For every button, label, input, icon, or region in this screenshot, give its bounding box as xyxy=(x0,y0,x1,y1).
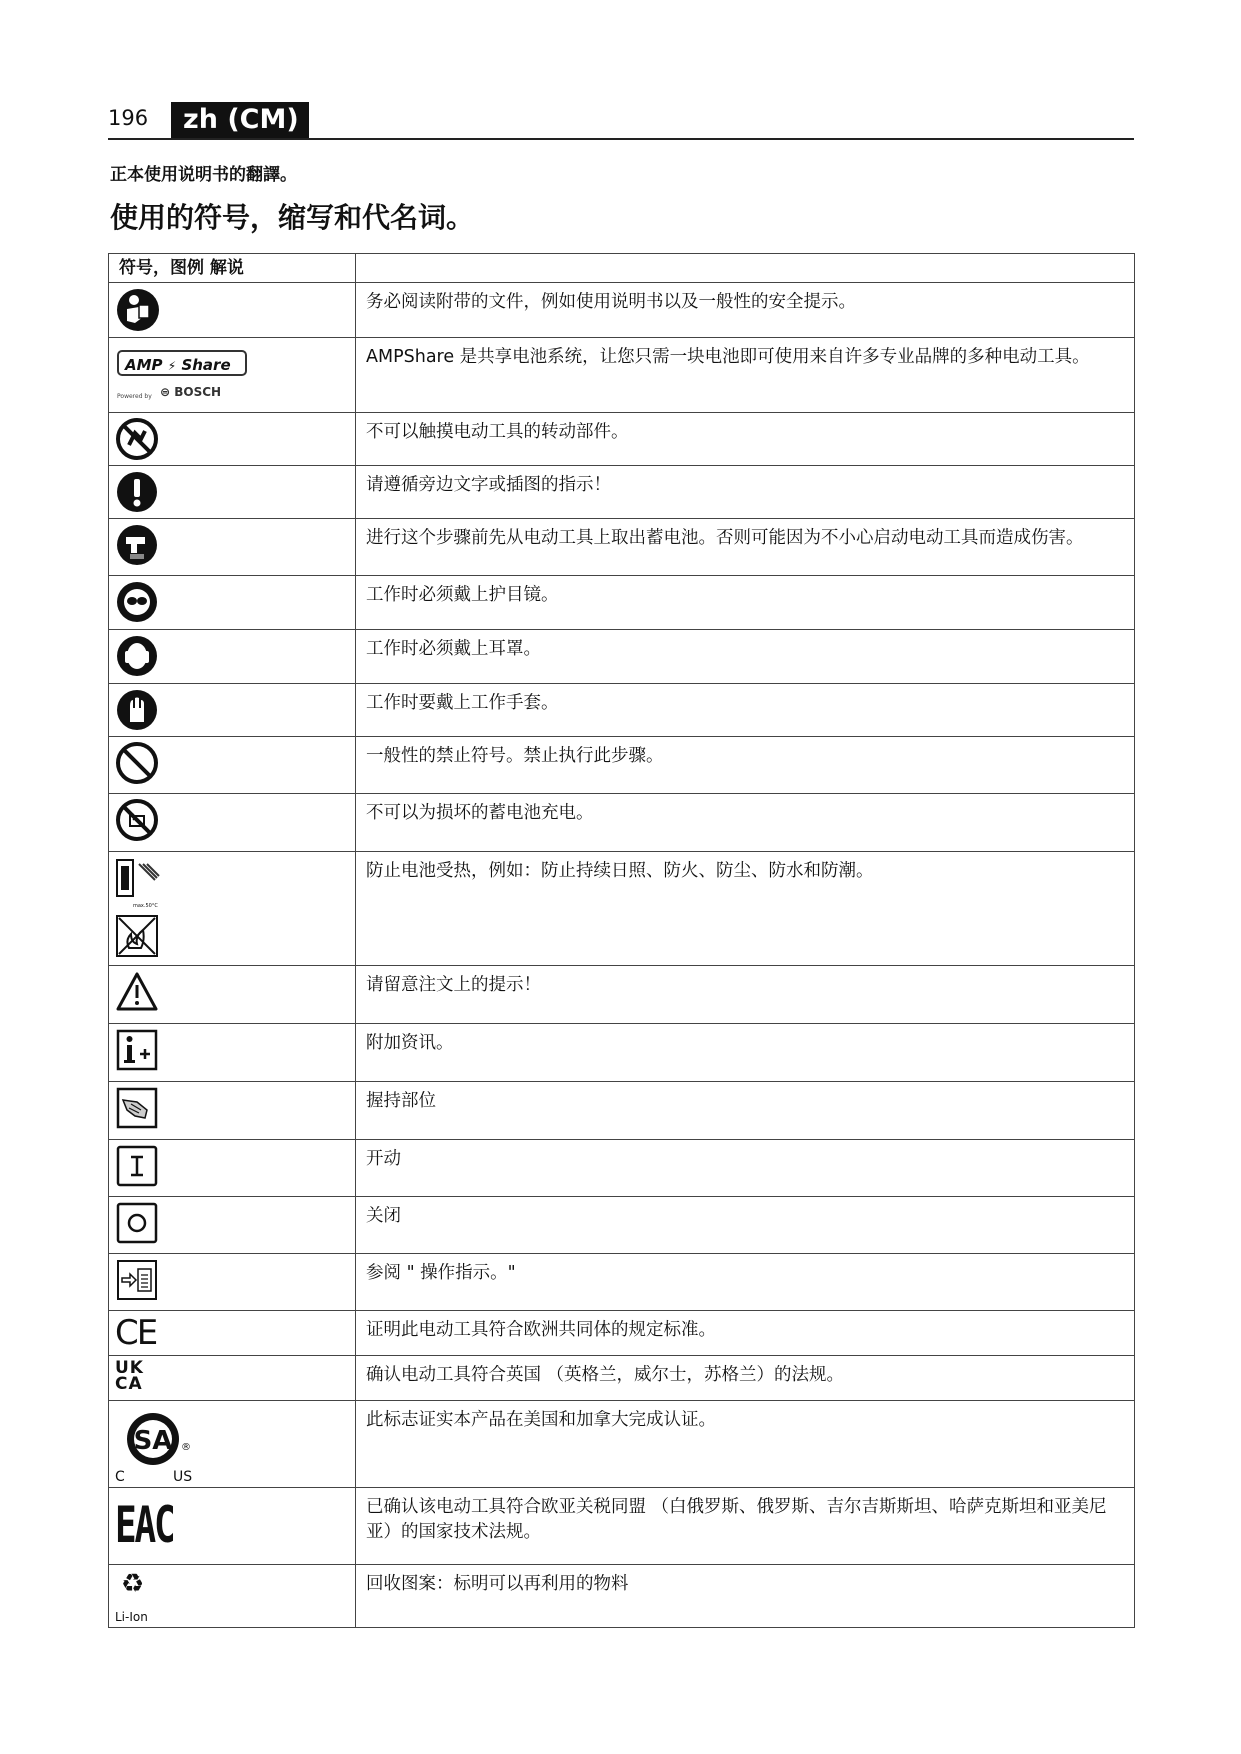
table-row xyxy=(109,338,1135,413)
table-row xyxy=(109,519,1135,576)
ampshare-logo-icon: AMP ⚡ Share Powered by ⊜ BOSCH xyxy=(115,342,255,402)
amp-text: AMP xyxy=(125,356,163,374)
warning-triangle-icon xyxy=(115,970,159,1014)
table-row xyxy=(109,1197,1135,1254)
row-description: 工作时必须戴上耳罩。 xyxy=(356,630,1135,684)
exclamation-icon xyxy=(115,470,159,514)
table-row xyxy=(109,1254,1135,1311)
row-description: 参阅 " 操作指示。" xyxy=(356,1254,1135,1311)
table-row xyxy=(109,1488,1135,1565)
uk-text: UK xyxy=(115,1358,144,1378)
row-description: 防止电池受热，例如：防止持续日照、防火、防尘、防水和防潮。 xyxy=(356,852,1135,966)
row-description: 务必阅读附带的文件，例如使用说明书以及一般性的安全提示。 xyxy=(356,283,1135,338)
table-row xyxy=(109,1401,1135,1488)
ca-text: CA xyxy=(115,1374,143,1394)
row-description: AMPShare 是共享电池系统，让您只需一块电池即可使用来自许多专业品牌的多种电动工具。 xyxy=(356,338,1135,413)
page-header xyxy=(108,98,1134,140)
recycling-liion-icon: ♻ Li-Ion xyxy=(115,1569,175,1623)
row-description: 不可以触摸电动工具的转动部件。 xyxy=(356,413,1135,466)
table-row xyxy=(109,684,1135,737)
table-row xyxy=(109,576,1135,630)
battery-heat-water-icon xyxy=(115,856,175,960)
temp-label: max.50°C xyxy=(133,903,158,909)
row-description: 确认电动工具符合英国 （英格兰，威尔士，苏格兰）的法规。 xyxy=(356,1356,1135,1401)
see-instructions-icon xyxy=(115,1258,159,1302)
symbols-table xyxy=(108,253,1135,1628)
row-description: 关闭 xyxy=(356,1197,1135,1254)
page-title: 使用的符号，缩写和代名词。 xyxy=(110,201,475,234)
gloves-icon xyxy=(115,688,159,732)
row-description: 握持部位 xyxy=(356,1082,1135,1140)
row-description: 工作时必须戴上护目镜。 xyxy=(356,576,1135,630)
read-manual-icon xyxy=(115,287,161,333)
table-row xyxy=(109,737,1135,794)
row-description: 证明此电动工具符合欧洲共同体的规定标准。 xyxy=(356,1311,1135,1356)
table-row xyxy=(109,794,1135,852)
csa-us-text: US xyxy=(173,1469,193,1485)
row-description: 工作时要戴上工作手套。 xyxy=(356,684,1135,737)
csa-mark-icon: SA C US ® xyxy=(115,1405,205,1483)
table-row xyxy=(109,1311,1135,1356)
row-description: 已确认该电动工具符合欧亚关税同盟 （白俄罗斯、俄罗斯、吉尔吉斯斯坦、哈萨克斯坦和亚美尼亚）的国家技术法规。 xyxy=(356,1488,1135,1565)
page-number: 196 xyxy=(108,106,149,130)
table-row xyxy=(109,1024,1135,1082)
goggles-icon xyxy=(115,580,159,624)
table-row xyxy=(109,1140,1135,1197)
share-text: Share xyxy=(181,356,231,374)
ukca-mark-icon xyxy=(115,1360,349,1392)
table-row xyxy=(109,413,1135,466)
svg-text:SA: SA xyxy=(133,1426,173,1456)
table-row xyxy=(109,852,1135,966)
power-on-icon xyxy=(115,1144,159,1188)
row-description: 此标志证实本产品在美国和加拿大完成认证。 xyxy=(356,1401,1135,1488)
liion-text: Li-Ion xyxy=(115,1610,148,1624)
table-row xyxy=(109,966,1135,1024)
row-description: 附加资讯。 xyxy=(356,1024,1135,1082)
info-plus-icon xyxy=(115,1028,159,1072)
prohibition-icon xyxy=(115,741,159,785)
document-subtitle: 正本使用说明书的翻譯。 xyxy=(110,165,297,185)
language-tab: zh (CM) xyxy=(171,102,309,138)
power-off-icon xyxy=(115,1201,159,1245)
row-description: 不可以为损坏的蓄电池充电。 xyxy=(356,794,1135,852)
table-row xyxy=(109,283,1135,338)
row-description: 开动 xyxy=(356,1140,1135,1197)
symbol-column-header: 符号，图例 解说 xyxy=(109,254,356,283)
ce-mark-icon: CE xyxy=(115,1313,157,1353)
table-row xyxy=(109,466,1135,519)
row-description: 进行这个步骤前先从电动工具上取出蓄电池。否则可能因为不小心启动电动工具而造成伤害。 xyxy=(356,519,1135,576)
table-row xyxy=(109,630,1135,684)
table-row xyxy=(109,1565,1135,1628)
no-charge-damaged-battery-icon xyxy=(115,798,159,842)
remove-battery-icon xyxy=(115,523,159,567)
grip-area-icon xyxy=(115,1086,159,1130)
bosch-text: BOSCH xyxy=(174,385,222,399)
row-description: 回收图案：标明可以再利用的物料 xyxy=(356,1565,1135,1628)
table-header-row xyxy=(109,254,1135,283)
eac-mark-icon: EAC xyxy=(115,1496,174,1554)
table-row xyxy=(109,1082,1135,1140)
table-row xyxy=(109,1356,1135,1401)
csa-c-text: C xyxy=(115,1469,125,1485)
no-touch-rotating-icon xyxy=(115,417,159,461)
ear-protection-icon xyxy=(115,634,159,678)
row-description: 一般性的禁止符号。禁止执行此步骤。 xyxy=(356,737,1135,794)
powered-by-text: Powered by xyxy=(117,393,152,400)
description-column-header xyxy=(356,254,1135,283)
row-description: 请留意注文上的提示！ xyxy=(356,966,1135,1024)
row-description: 请遵循旁边文字或插图的指示！ xyxy=(356,466,1135,519)
